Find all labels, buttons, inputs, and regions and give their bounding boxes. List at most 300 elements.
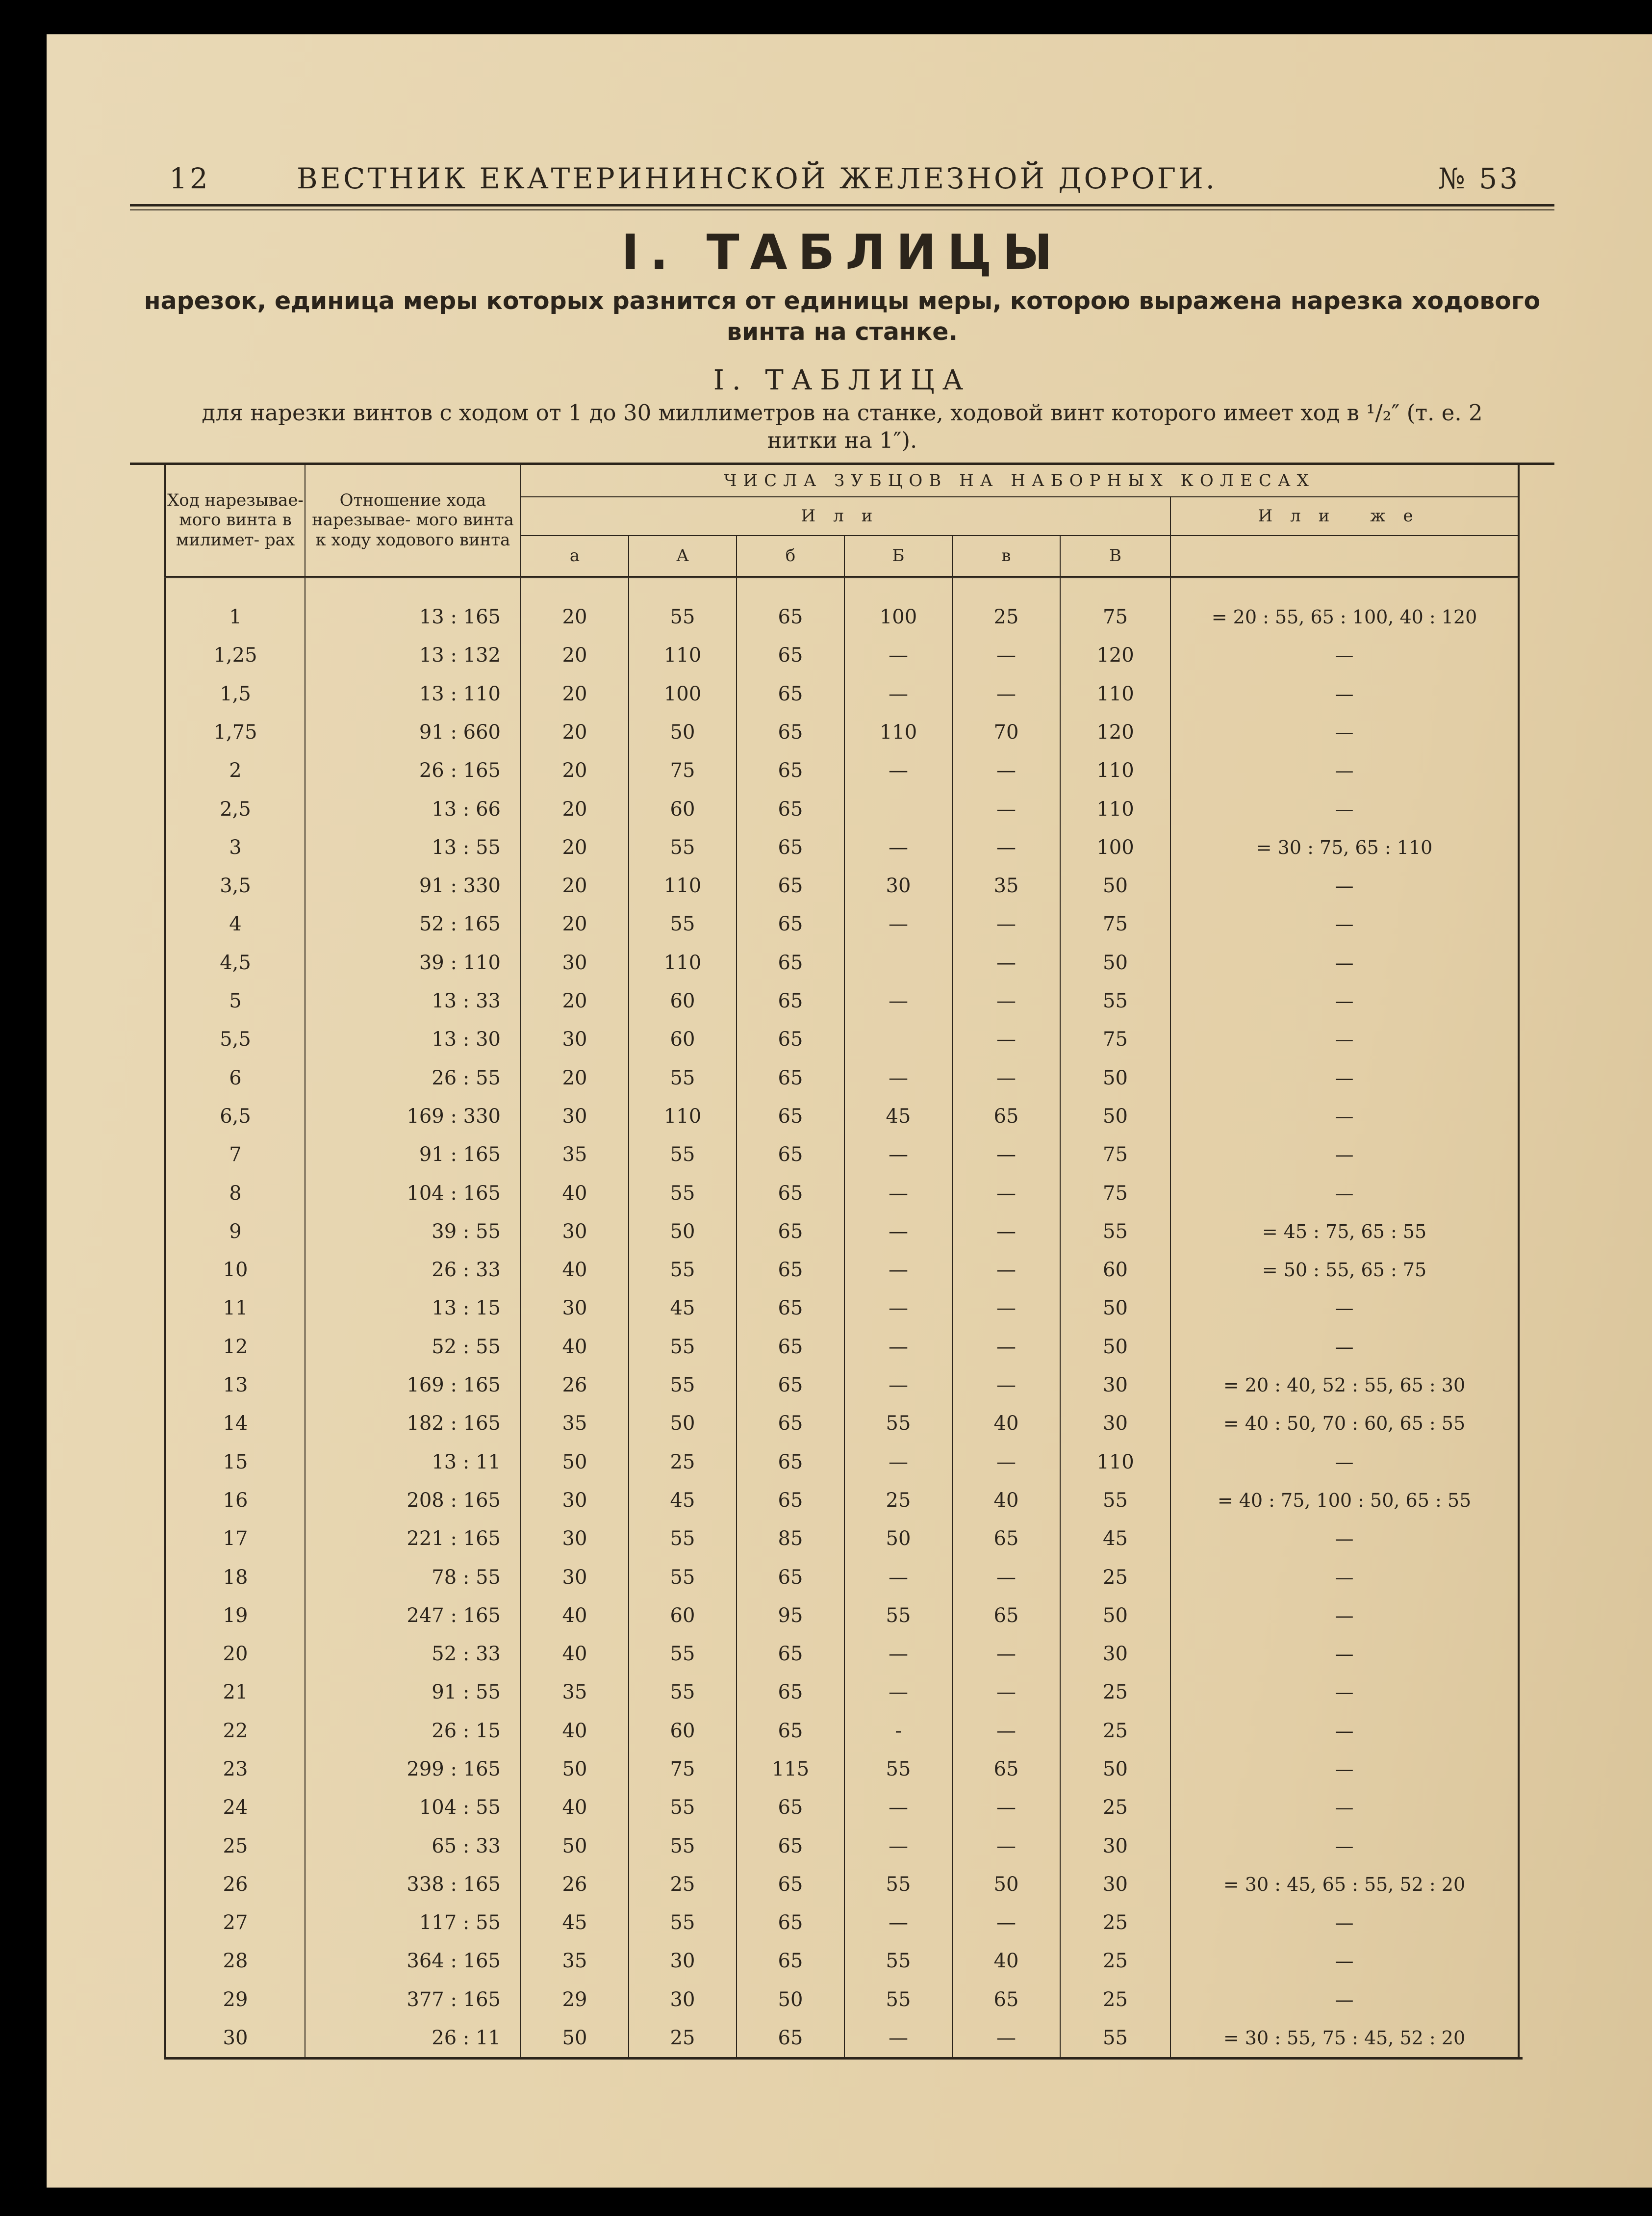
cell-gear-V: 50 <box>1060 944 1170 982</box>
cell-alternative: — <box>1170 1712 1519 1750</box>
section-title: I. ТАБЛИЦЫ <box>621 225 1064 281</box>
cell-gear-B: 55 <box>844 1750 952 1788</box>
table-row <box>165 790 1519 828</box>
table-description: для нарезки винтов с ходом от 1 до 30 миллиметров на станке, ходовой винт которого имеет ход в ¹/₂″ (т. е. 2 нитки на 1″). <box>202 400 1483 454</box>
cell-gear-V: 110 <box>1060 751 1170 790</box>
cell-gear-B <box>844 1020 952 1058</box>
cell-gear-A: 110 <box>629 867 737 905</box>
cell-gear-v: 70 <box>952 713 1060 751</box>
cell-gear-V: 25 <box>1060 1673 1170 1711</box>
cell-gear-A: 55 <box>629 828 737 867</box>
cell-gear-a: 20 <box>521 713 629 751</box>
cell-gear-B: 30 <box>844 867 952 905</box>
cell-ratio: 26 : 55 <box>305 1059 521 1097</box>
col-letter-a: а <box>521 536 629 577</box>
cell-gear-B: 110 <box>844 713 952 751</box>
cell-gear-A: 55 <box>629 598 737 636</box>
cell-gear-a: 20 <box>521 598 629 636</box>
cell-gear-a: 20 <box>521 675 629 713</box>
cell-gear-A: 55 <box>629 1328 737 1366</box>
cell-ratio: 364 : 165 <box>305 1942 521 1980</box>
cell-gear-V: 120 <box>1060 713 1170 751</box>
cell-ratio: 91 : 165 <box>305 1135 521 1174</box>
cell-gear-b: 115 <box>737 1750 844 1788</box>
cell-alternative: — <box>1170 1597 1519 1635</box>
cell-gear-a: 26 <box>521 1865 629 1904</box>
cell-ratio: 117 : 55 <box>305 1904 521 1942</box>
cell-gear-B: — <box>844 636 952 674</box>
cell-ratio: 13 : 165 <box>305 598 521 636</box>
cell-gear-a: 30 <box>521 944 629 982</box>
cell-gear-a: 26 <box>521 1366 629 1404</box>
cell-gear-A: 110 <box>629 1097 737 1135</box>
table-row <box>165 944 1519 982</box>
cell-thread-mm: 2 <box>165 751 305 790</box>
table-row <box>165 675 1519 713</box>
cell-gear-b: 65 <box>737 1904 844 1942</box>
cell-alternative: — <box>1170 1673 1519 1711</box>
cell-gear-v: 40 <box>952 1481 1060 1520</box>
cell-gear-V: 75 <box>1060 1174 1170 1212</box>
journal-title: ВЕСТНИК ЕКАТЕРИНИНСКОЙ ЖЕЛЕЗНОЙ ДОРОГИ. <box>297 162 1218 195</box>
cell-gear-V: 75 <box>1060 1135 1170 1174</box>
cell-gear-V: 30 <box>1060 1366 1170 1404</box>
cell-gear-A: 25 <box>629 1443 737 1481</box>
cell-gear-B: — <box>844 1212 952 1251</box>
cell-alternative: — <box>1170 982 1519 1020</box>
col-header-ili-zhe: Или же <box>1170 497 1519 536</box>
cell-gear-b: 65 <box>737 1289 844 1327</box>
cell-alternative: — <box>1170 1059 1519 1097</box>
cell-gear-a: 20 <box>521 1059 629 1097</box>
cell-gear-b: 50 <box>737 1981 844 2019</box>
cell-thread-mm: 9 <box>165 1212 305 1251</box>
cell-gear-V: 60 <box>1060 1251 1170 1289</box>
cell-alternative: — <box>1170 1174 1519 1212</box>
cell-alternative: — <box>1170 905 1519 943</box>
cell-gear-B: — <box>844 1059 952 1097</box>
cell-ratio: 377 : 165 <box>305 1981 521 2019</box>
cell-gear-V: 55 <box>1060 2019 1170 2057</box>
table-row <box>165 1750 1519 1788</box>
cell-gear-B: — <box>844 1635 952 1673</box>
header-rule <box>130 204 1554 206</box>
cell-gear-A: 55 <box>629 1788 737 1827</box>
cell-gear-A: 55 <box>629 1635 737 1673</box>
cell-thread-mm: 1,5 <box>165 675 305 713</box>
cell-gear-V: 50 <box>1060 867 1170 905</box>
table-row <box>165 1366 1519 1404</box>
cell-alternative: — <box>1170 790 1519 828</box>
cell-thread-mm: 22 <box>165 1712 305 1750</box>
table-row <box>165 1174 1519 1212</box>
cell-gear-v: — <box>952 1712 1060 1750</box>
cell-ratio: 13 : 55 <box>305 828 521 867</box>
cell-gear-v: — <box>952 1328 1060 1366</box>
cell-thread-mm: 11 <box>165 1289 305 1327</box>
cell-thread-mm: 23 <box>165 1750 305 1788</box>
cell-gear-b: 65 <box>737 828 844 867</box>
cell-ratio: 39 : 55 <box>305 1212 521 1251</box>
cell-gear-b: 65 <box>737 944 844 982</box>
cell-gear-v: 40 <box>952 1942 1060 1980</box>
cell-gear-V: 110 <box>1060 1443 1170 1481</box>
cell-thread-mm: 3 <box>165 828 305 867</box>
cell-gear-V: 75 <box>1060 905 1170 943</box>
cell-thread-mm: 4,5 <box>165 944 305 982</box>
cell-gear-b: 65 <box>737 1865 844 1904</box>
header-separator <box>165 577 1519 598</box>
cell-alternative: — <box>1170 675 1519 713</box>
cell-gear-V: 25 <box>1060 1942 1170 1980</box>
cell-gear-V: 50 <box>1060 1750 1170 1788</box>
cell-alternative: — <box>1170 1020 1519 1058</box>
table-row <box>165 1212 1519 1251</box>
cell-alternative: = 40 : 50, 70 : 60, 65 : 55 <box>1170 1404 1519 1443</box>
cell-ratio: 52 : 55 <box>305 1328 521 1366</box>
cell-gear-b: 65 <box>737 1020 844 1058</box>
cell-gear-a: 30 <box>521 1558 629 1596</box>
cell-gear-B: — <box>844 675 952 713</box>
cell-gear-a: 20 <box>521 828 629 867</box>
cell-gear-v: 65 <box>952 1750 1060 1788</box>
cell-gear-B: 55 <box>844 1981 952 2019</box>
cell-gear-B: — <box>844 1558 952 1596</box>
table-row <box>165 1135 1519 1174</box>
cell-gear-v: — <box>952 1174 1060 1212</box>
cell-gear-b: 65 <box>737 1212 844 1251</box>
cell-ratio: 65 : 33 <box>305 1827 521 1865</box>
cell-gear-V: 25 <box>1060 1904 1170 1942</box>
cell-gear-A: 25 <box>629 1865 737 1904</box>
cell-gear-A: 60 <box>629 982 737 1020</box>
cell-gear-V: 100 <box>1060 828 1170 867</box>
cell-gear-v: — <box>952 1558 1060 1596</box>
cell-gear-A: 75 <box>629 1750 737 1788</box>
cell-gear-V: 50 <box>1060 1328 1170 1366</box>
cell-gear-v: — <box>952 751 1060 790</box>
cell-gear-b: 65 <box>737 636 844 674</box>
cell-thread-mm: 13 <box>165 1366 305 1404</box>
cell-gear-a: 20 <box>521 905 629 943</box>
table-row <box>165 1942 1519 1980</box>
cell-thread-mm: 1,25 <box>165 636 305 674</box>
cell-gear-B: — <box>844 1827 952 1865</box>
cell-gear-b: 65 <box>737 982 844 1020</box>
cell-gear-A: 55 <box>629 1366 737 1404</box>
table-row <box>165 1289 1519 1327</box>
cell-gear-A: 100 <box>629 675 737 713</box>
cell-alternative: = 30 : 55, 75 : 45, 52 : 20 <box>1170 2019 1519 2057</box>
col-header-gear-teeth: ЧИСЛА ЗУБЦОВ НА НАБОРНЫХ КОЛЕСАХ <box>521 465 1519 497</box>
cell-gear-v: — <box>952 790 1060 828</box>
table-row <box>165 1558 1519 1596</box>
cell-gear-B: — <box>844 1289 952 1327</box>
cell-alternative: = 20 : 55, 65 : 100, 40 : 120 <box>1170 598 1519 636</box>
table-row <box>165 982 1519 1020</box>
cell-gear-v: 40 <box>952 1404 1060 1443</box>
cell-ratio: 13 : 33 <box>305 982 521 1020</box>
cell-ratio: 13 : 132 <box>305 636 521 674</box>
cell-gear-A: 45 <box>629 1481 737 1520</box>
cell-gear-v: 65 <box>952 1097 1060 1135</box>
cell-alternative: — <box>1170 713 1519 751</box>
table-row <box>165 751 1519 790</box>
cell-alternative: — <box>1170 1135 1519 1174</box>
cell-gear-B: 50 <box>844 1520 952 1558</box>
cell-gear-a: 40 <box>521 1635 629 1673</box>
cell-ratio: 26 : 11 <box>305 2019 521 2057</box>
cell-gear-B: 25 <box>844 1481 952 1520</box>
cell-alternative: = 40 : 75, 100 : 50, 65 : 55 <box>1170 1481 1519 1520</box>
cell-gear-A: 110 <box>629 636 737 674</box>
cell-gear-a: 45 <box>521 1904 629 1942</box>
cell-gear-v: 65 <box>952 1520 1060 1558</box>
cell-gear-B: — <box>844 982 952 1020</box>
cell-gear-A: 55 <box>629 1827 737 1865</box>
table-row <box>165 1328 1519 1366</box>
col-letter-b: б <box>737 536 844 577</box>
thread-table <box>164 465 1520 2058</box>
cell-gear-A: 50 <box>629 1404 737 1443</box>
cell-ratio: 91 : 330 <box>305 867 521 905</box>
cell-gear-v: — <box>952 1020 1060 1058</box>
cell-thread-mm: 16 <box>165 1481 305 1520</box>
table-row <box>165 1827 1519 1865</box>
cell-gear-B <box>844 790 952 828</box>
cell-gear-B: 55 <box>844 1865 952 1904</box>
cell-thread-mm: 5 <box>165 982 305 1020</box>
cell-gear-B: — <box>844 1366 952 1404</box>
col-header-ili: Или <box>521 497 1170 536</box>
col-letter-A: А <box>629 536 737 577</box>
table-title: I. ТАБЛИЦА <box>713 364 971 397</box>
cell-gear-v: — <box>952 1635 1060 1673</box>
cell-gear-v: — <box>952 1212 1060 1251</box>
page-number: 12 <box>169 162 210 195</box>
cell-alternative: = 20 : 40, 52 : 55, 65 : 30 <box>1170 1366 1519 1404</box>
cell-gear-b: 65 <box>737 1942 844 1980</box>
cell-gear-V: 120 <box>1060 636 1170 674</box>
cell-gear-A: 55 <box>629 1174 737 1212</box>
cell-gear-b: 65 <box>737 790 844 828</box>
cell-thread-mm: 17 <box>165 1520 305 1558</box>
cell-gear-v: 35 <box>952 867 1060 905</box>
cell-gear-V: 25 <box>1060 1558 1170 1596</box>
cell-gear-a: 35 <box>521 1673 629 1711</box>
cell-thread-mm: 24 <box>165 1788 305 1827</box>
cell-gear-b: 65 <box>737 1059 844 1097</box>
table-row <box>165 1597 1519 1635</box>
cell-gear-B: 100 <box>844 598 952 636</box>
cell-ratio: 13 : 30 <box>305 1020 521 1058</box>
cell-gear-A: 55 <box>629 1135 737 1174</box>
cell-thread-mm: 1 <box>165 598 305 636</box>
cell-gear-v: — <box>952 636 1060 674</box>
cell-thread-mm: 4 <box>165 905 305 943</box>
cell-gear-b: 65 <box>737 1366 844 1404</box>
cell-gear-V: 25 <box>1060 1981 1170 2019</box>
cell-thread-mm: 18 <box>165 1558 305 1596</box>
table-row <box>165 636 1519 674</box>
cell-alternative: — <box>1170 636 1519 674</box>
cell-alternative: = 30 : 75, 65 : 110 <box>1170 828 1519 867</box>
cell-gear-V: 55 <box>1060 1212 1170 1251</box>
cell-gear-V: 110 <box>1060 675 1170 713</box>
cell-gear-v: — <box>952 828 1060 867</box>
cell-gear-v: — <box>952 2019 1060 2057</box>
cell-ratio: 26 : 33 <box>305 1251 521 1289</box>
cell-alternative: — <box>1170 1788 1519 1827</box>
cell-gear-A: 55 <box>629 1251 737 1289</box>
table-row <box>165 1443 1519 1481</box>
cell-alternative: — <box>1170 1904 1519 1942</box>
section-subtitle: нарезок, единица меры которых разнится от единицы меры, которою выражена нарезка ходового винта на станке. <box>144 286 1541 346</box>
cell-thread-mm: 28 <box>165 1942 305 1980</box>
cell-gear-B: 55 <box>844 1942 952 1980</box>
cell-gear-A: 25 <box>629 2019 737 2057</box>
cell-alternative: — <box>1170 1558 1519 1596</box>
cell-alternative: — <box>1170 1635 1519 1673</box>
cell-ratio: 78 : 55 <box>305 1558 521 1596</box>
cell-gear-A: 55 <box>629 1558 737 1596</box>
cell-alternative: — <box>1170 1097 1519 1135</box>
cell-gear-a: 30 <box>521 1520 629 1558</box>
table-row <box>165 1865 1519 1904</box>
cell-alternative: — <box>1170 1827 1519 1865</box>
cell-ratio: 169 : 165 <box>305 1366 521 1404</box>
cell-thread-mm: 26 <box>165 1865 305 1904</box>
cell-ratio: 91 : 660 <box>305 713 521 751</box>
cell-alternative: = 30 : 45, 65 : 55, 52 : 20 <box>1170 1865 1519 1904</box>
cell-gear-a: 40 <box>521 1788 629 1827</box>
cell-alternative: — <box>1170 867 1519 905</box>
table-row <box>165 2019 1519 2057</box>
cell-gear-b: 65 <box>737 1135 844 1174</box>
cell-gear-b: 65 <box>737 1328 844 1366</box>
cell-gear-B: 45 <box>844 1097 952 1135</box>
cell-gear-V: 30 <box>1060 1404 1170 1443</box>
cell-ratio: 104 : 55 <box>305 1788 521 1827</box>
cell-gear-b: 65 <box>737 1827 844 1865</box>
cell-gear-V: 45 <box>1060 1520 1170 1558</box>
cell-gear-b: 65 <box>737 751 844 790</box>
cell-ratio: 13 : 66 <box>305 790 521 828</box>
cell-ratio: 208 : 165 <box>305 1481 521 1520</box>
cell-gear-b: 65 <box>737 1712 844 1750</box>
cell-alternative: — <box>1170 1981 1519 2019</box>
cell-gear-V: 50 <box>1060 1289 1170 1327</box>
cell-gear-a: 30 <box>521 1289 629 1327</box>
cell-ratio: 39 : 110 <box>305 944 521 982</box>
cell-gear-A: 30 <box>629 1942 737 1980</box>
cell-thread-mm: 6 <box>165 1059 305 1097</box>
cell-gear-B: — <box>844 1673 952 1711</box>
cell-thread-mm: 10 <box>165 1251 305 1289</box>
cell-alternative: — <box>1170 1328 1519 1366</box>
cell-thread-mm: 14 <box>165 1404 305 1443</box>
cell-gear-A: 55 <box>629 1673 737 1711</box>
cell-gear-b: 65 <box>737 2019 844 2057</box>
cell-gear-b: 65 <box>737 1174 844 1212</box>
cell-gear-b: 65 <box>737 1635 844 1673</box>
cell-gear-b: 65 <box>737 598 844 636</box>
cell-ratio: 91 : 55 <box>305 1673 521 1711</box>
cell-ratio: 52 : 33 <box>305 1635 521 1673</box>
cell-ratio: 338 : 165 <box>305 1865 521 1904</box>
cell-gear-a: 35 <box>521 1135 629 1174</box>
cell-gear-a: 30 <box>521 1481 629 1520</box>
table-row <box>165 1904 1519 1942</box>
cell-ratio: 13 : 15 <box>305 1289 521 1327</box>
cell-gear-v: — <box>952 1827 1060 1865</box>
cell-gear-v: — <box>952 944 1060 982</box>
cell-gear-v: — <box>952 1788 1060 1827</box>
table-row <box>165 598 1519 636</box>
cell-gear-B: — <box>844 905 952 943</box>
cell-gear-a: 40 <box>521 1597 629 1635</box>
cell-thread-mm: 15 <box>165 1443 305 1481</box>
cell-gear-V: 75 <box>1060 598 1170 636</box>
cell-gear-A: 45 <box>629 1289 737 1327</box>
cell-gear-v: 65 <box>952 1981 1060 2019</box>
cell-gear-b: 65 <box>737 905 844 943</box>
table-row <box>165 1251 1519 1289</box>
cell-alternative: = 45 : 75, 65 : 55 <box>1170 1212 1519 1251</box>
cell-gear-B: 55 <box>844 1597 952 1635</box>
table-row <box>165 1404 1519 1443</box>
cell-gear-b: 65 <box>737 1788 844 1827</box>
cell-gear-a: 35 <box>521 1942 629 1980</box>
cell-thread-mm: 8 <box>165 1174 305 1212</box>
cell-gear-v: — <box>952 1443 1060 1481</box>
document-page <box>130 157 1554 2060</box>
cell-gear-A: 55 <box>629 1904 737 1942</box>
table-body <box>165 577 1519 2057</box>
cell-gear-v: 25 <box>952 598 1060 636</box>
cell-gear-a: 30 <box>521 1212 629 1251</box>
cell-gear-A: 30 <box>629 1981 737 2019</box>
cell-ratio: 247 : 165 <box>305 1597 521 1635</box>
cell-gear-v: — <box>952 1289 1060 1327</box>
cell-gear-v: 50 <box>952 1865 1060 1904</box>
cell-gear-A: 60 <box>629 790 737 828</box>
cell-alternative: — <box>1170 1520 1519 1558</box>
table-row <box>165 1481 1519 1520</box>
cell-gear-b: 65 <box>737 1673 844 1711</box>
cell-gear-V: 50 <box>1060 1097 1170 1135</box>
table-row <box>165 867 1519 905</box>
cell-gear-v: — <box>952 1673 1060 1711</box>
cell-gear-v: — <box>952 1135 1060 1174</box>
cell-gear-B: — <box>844 1443 952 1481</box>
cell-thread-mm: 2,5 <box>165 790 305 828</box>
cell-gear-B: — <box>844 1904 952 1942</box>
cell-gear-a: 40 <box>521 1174 629 1212</box>
cell-gear-v: 65 <box>952 1597 1060 1635</box>
cell-gear-A: 75 <box>629 751 737 790</box>
table-row <box>165 1981 1519 2019</box>
cell-alternative: — <box>1170 944 1519 982</box>
col-letter-B: Б <box>844 536 952 577</box>
cell-gear-a: 20 <box>521 982 629 1020</box>
col-letter-alt <box>1170 536 1519 577</box>
cell-ratio: 26 : 15 <box>305 1712 521 1750</box>
cell-ratio: 13 : 110 <box>305 675 521 713</box>
cell-thread-mm: 3,5 <box>165 867 305 905</box>
table-row <box>165 1059 1519 1097</box>
cell-thread-mm: 6,5 <box>165 1097 305 1135</box>
